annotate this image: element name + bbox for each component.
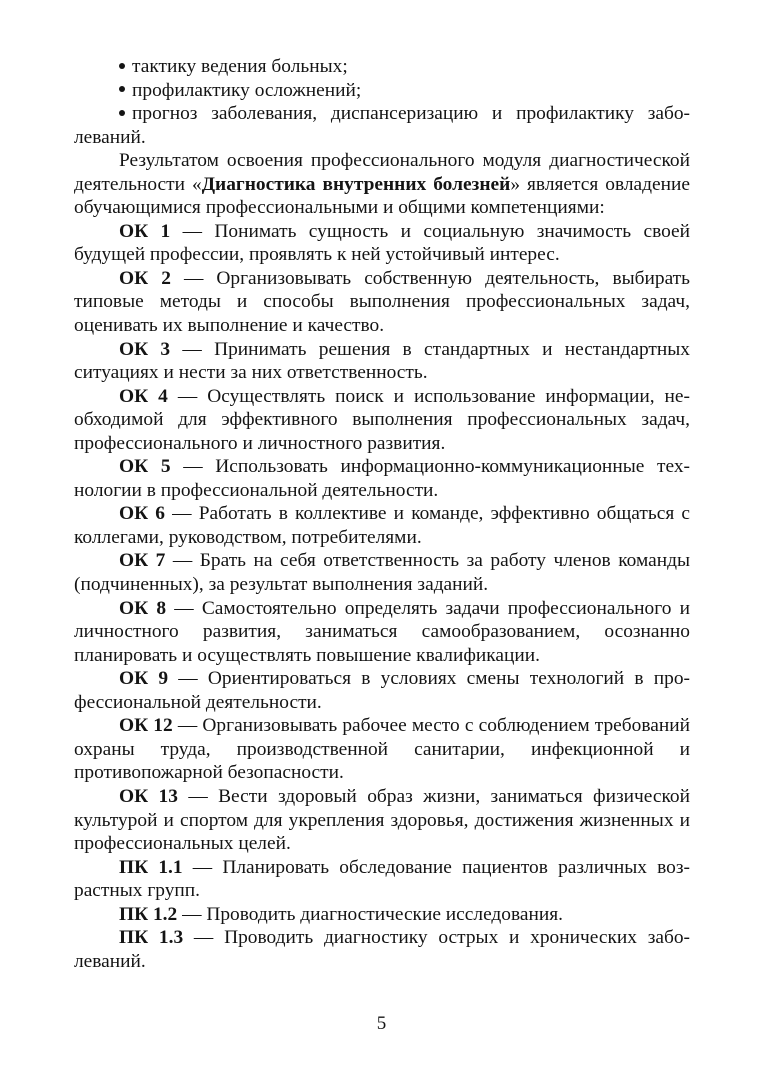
competency-text: — Брать на себя ответственность за работу членов команды (подчиненных), за результат выполнения заданий. <box>74 550 690 596</box>
bullet-text: тактику ведения больных; <box>132 56 348 77</box>
competency-item <box>74 338 690 385</box>
competency-item <box>74 267 690 338</box>
competency-item <box>74 785 690 856</box>
competency-item <box>74 926 690 973</box>
competency-item <box>74 667 690 714</box>
competency-text: — Проводить диагностику острых и хронических заболеваний. <box>74 927 691 972</box>
list-item <box>74 102 690 149</box>
competency-code: ОК 3 <box>119 338 171 360</box>
competency-code: ОК 13 <box>119 785 178 807</box>
competency-item <box>74 385 690 456</box>
bullet-icon <box>119 86 125 92</box>
competency-text: — Принимать решения в стандартных и нестандартных ситуациях и нести за них ответственность. <box>74 338 690 384</box>
competency-code: ОК 7 <box>119 550 166 572</box>
bullet-text: профилактику осложнений; <box>132 79 362 101</box>
competency-text: — Самостоятельно определять задачи профессионального и личностного развития, заниматься самообразованием, осознанно планировать и осуществлять повышение квалификации. <box>74 597 690 666</box>
competency-text: — Вести здоровый образ жизни, заниматься физической культурой и спортом для укрепления здоровья, достижения жизненных и профессиональных целей. <box>74 785 690 855</box>
competency-text: — Проводить диагностические исследования. <box>177 903 564 925</box>
bullet-icon <box>119 63 125 69</box>
competency-code: ПК 1.1 <box>119 856 183 878</box>
competency-code: ОК 4 <box>119 385 168 407</box>
page-number: 5 <box>376 1013 387 1034</box>
intro-text-before: Результатом освоения профессионального модуля диагностической деятельности « <box>74 150 690 195</box>
bullet-icon <box>119 110 125 116</box>
competency-item <box>74 502 690 549</box>
competency-code: ОК 9 <box>119 668 169 690</box>
competency-item <box>74 455 690 502</box>
competency-text: — Понимать сущность и социальную значимость своей будущей профессии, проявлять к ней устойчивый интерес. <box>74 220 691 266</box>
competency-item <box>74 856 690 903</box>
competency-text: — Работать в коллективе и команде, эффективно общаться с коллегами, руководством, потребителями. <box>74 503 690 548</box>
module-name: Диагностика внутренних болезней <box>201 173 511 195</box>
list-item <box>74 55 690 79</box>
competency-text: — Планировать обследование пациентов различных возрастных групп. <box>74 856 690 902</box>
competency-item <box>74 549 690 596</box>
competency-code: ОК 6 <box>119 503 165 525</box>
page-body <box>74 55 690 973</box>
competency-code: ОК 8 <box>119 597 167 619</box>
intro-text-after: » является овладение обучающимися профессиональными и общими компетенциями: <box>74 173 690 219</box>
competency-code: ОК 12 <box>119 715 173 737</box>
competency-text: — Ориентироваться в условиях смены технологий в профессиональной деятельности. <box>74 668 690 713</box>
competency-code: ОК 2 <box>119 267 171 289</box>
list-item <box>74 79 690 103</box>
intro-paragraph <box>74 149 690 220</box>
competency-code: ОК 5 <box>119 456 171 478</box>
competency-text: — Осуществлять поиск и использование информации, необходимой для эффективного выполнения профессиональных задач, профессионального и личностного развития. <box>74 385 691 454</box>
competency-item <box>74 220 690 267</box>
competency-item <box>74 597 690 668</box>
competency-code: ПК 1.2 <box>119 903 178 925</box>
competency-code: ПК 1.3 <box>119 927 184 949</box>
competency-text: — Организовывать собственную деятельность, выбирать типовые методы и способы выполнения профессиональных задач, оценивать их выполнение и качество. <box>74 267 690 337</box>
competency-code: ОК 1 <box>119 220 171 242</box>
competency-item <box>74 903 690 927</box>
competency-text: — Использовать информационно-коммуникационные технологии в профессиональной деятельности. <box>74 456 690 501</box>
bullet-text: прогноз заболевания, диспансеризацию и профилактику заболеваний. <box>74 103 690 148</box>
competency-item <box>74 714 690 785</box>
competency-text: — Организовывать рабочее место с соблюдением требований охраны труда, производственной санитарии, инфекционной и противопожарной безопасности. <box>74 715 690 784</box>
